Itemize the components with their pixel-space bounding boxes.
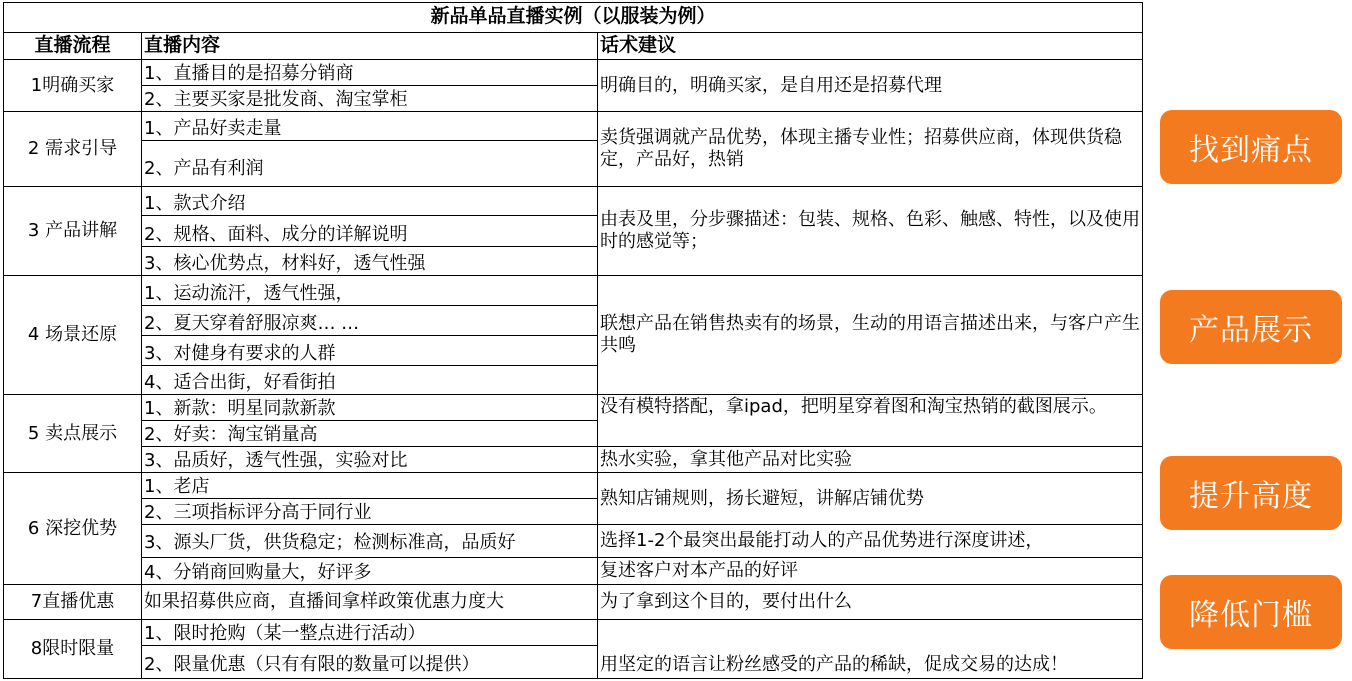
content-cell: 1、运动流汗，透气性强， <box>141 275 597 305</box>
content-cell: 3、对健身有要求的人群 <box>141 335 597 365</box>
content-cell: 1、老店 <box>141 472 597 498</box>
header-content: 直播内容 <box>141 32 597 59</box>
speech-cell: 用坚定的语言让粉丝感受的产品的稀缺，促成交易的达成！ <box>597 619 1143 679</box>
stage-cell: 8限时限量 <box>3 619 141 679</box>
speech-cell: 熟知店铺规则，扬长避短，讲解店铺优势 <box>597 472 1143 524</box>
speech-cell: 明确目的，明确买家，是自用还是招募代理 <box>597 59 1143 111</box>
content-cell: 如果招募供应商，直播间拿样政策优惠力度大 <box>141 584 597 619</box>
content-cell: 2、产品有利润 <box>141 140 597 186</box>
speech-cell: 联想产品在销售热卖有的场景，生动的用语言描述出来，与客户产生共鸣 <box>597 275 1143 394</box>
badge-product-display: 产品展示 <box>1160 290 1342 364</box>
stage-cell: 6 深挖优势 <box>3 472 141 584</box>
stage-cell: 1明确买家 <box>3 59 141 111</box>
content-cell: 3、品质好，透气性强，实验对比 <box>141 446 597 472</box>
badge-lower-threshold: 降低门槛 <box>1160 575 1342 649</box>
stage-cell: 7直播优惠 <box>3 584 141 619</box>
stage-cell: 2 需求引导 <box>3 111 141 186</box>
badge-pain-point: 找到痛点 <box>1160 110 1342 184</box>
content-cell: 3、源头厂货，供货稳定；检测标准高，品质好 <box>141 524 597 557</box>
speech-cell: 没有模特搭配，拿ipad，把明星穿着图和淘宝热销的截图展示。 <box>597 394 1143 446</box>
content-cell: 1、款式介绍 <box>141 186 597 215</box>
content-cell: 2、主要买家是批发商、淘宝掌柜 <box>141 85 597 111</box>
speech-cell: 复述客户对本产品的好评 <box>597 557 1143 584</box>
content-cell: 2、好卖：淘宝销量高 <box>141 420 597 446</box>
content-cell: 1、限时抢购（某一整点进行活动） <box>141 619 597 645</box>
content-cell: 1、新款：明星同款新款 <box>141 394 597 420</box>
badge-raise-level: 提升高度 <box>1160 456 1342 530</box>
speech-cell: 选择1-2个最突出最能打动人的产品优势进行深度讲述， <box>597 524 1143 557</box>
content-cell: 1、直播目的是招募分销商 <box>141 59 597 85</box>
content-cell: 4、分销商回购量大，好评多 <box>141 557 597 584</box>
content-cell: 2、限量优惠（只有有限的数量可以提供） <box>141 645 597 679</box>
speech-cell: 卖货强调就产品优势，体现主播专业性；招募供应商，体现供货稳定，产品好，热销 <box>597 111 1143 186</box>
header-speech: 话术建议 <box>597 32 1143 59</box>
content-cell: 1、产品好卖走量 <box>141 111 597 140</box>
speech-cell: 为了拿到这个目的，要付出什么 <box>597 584 1143 619</box>
content-cell: 3、核心优势点，材料好，透气性强 <box>141 246 597 275</box>
speech-cell: 热水实验，拿其他产品对比实验 <box>597 446 1143 472</box>
stage-cell: 3 产品讲解 <box>3 186 141 275</box>
stage-cell: 5 卖点展示 <box>3 394 141 472</box>
content-cell: 4、适合出街，好看街拍 <box>141 365 597 394</box>
content-cell: 2、规格、面料、成分的详解说明 <box>141 215 597 246</box>
stage-cell: 4 场景还原 <box>3 275 141 394</box>
speech-cell: 由表及里，分步骤描述：包装、规格、色彩、触感、特性，以及使用时的感觉等； <box>597 186 1143 275</box>
table-title: 新品单品直播实例（以服装为例） <box>3 2 1143 32</box>
live-stream-table <box>3 2 1143 679</box>
header-stage: 直播流程 <box>3 32 141 59</box>
content-cell: 2、三项指标评分高于同行业 <box>141 498 597 524</box>
content-cell: 2、夏天穿着舒服凉爽… … <box>141 305 597 335</box>
